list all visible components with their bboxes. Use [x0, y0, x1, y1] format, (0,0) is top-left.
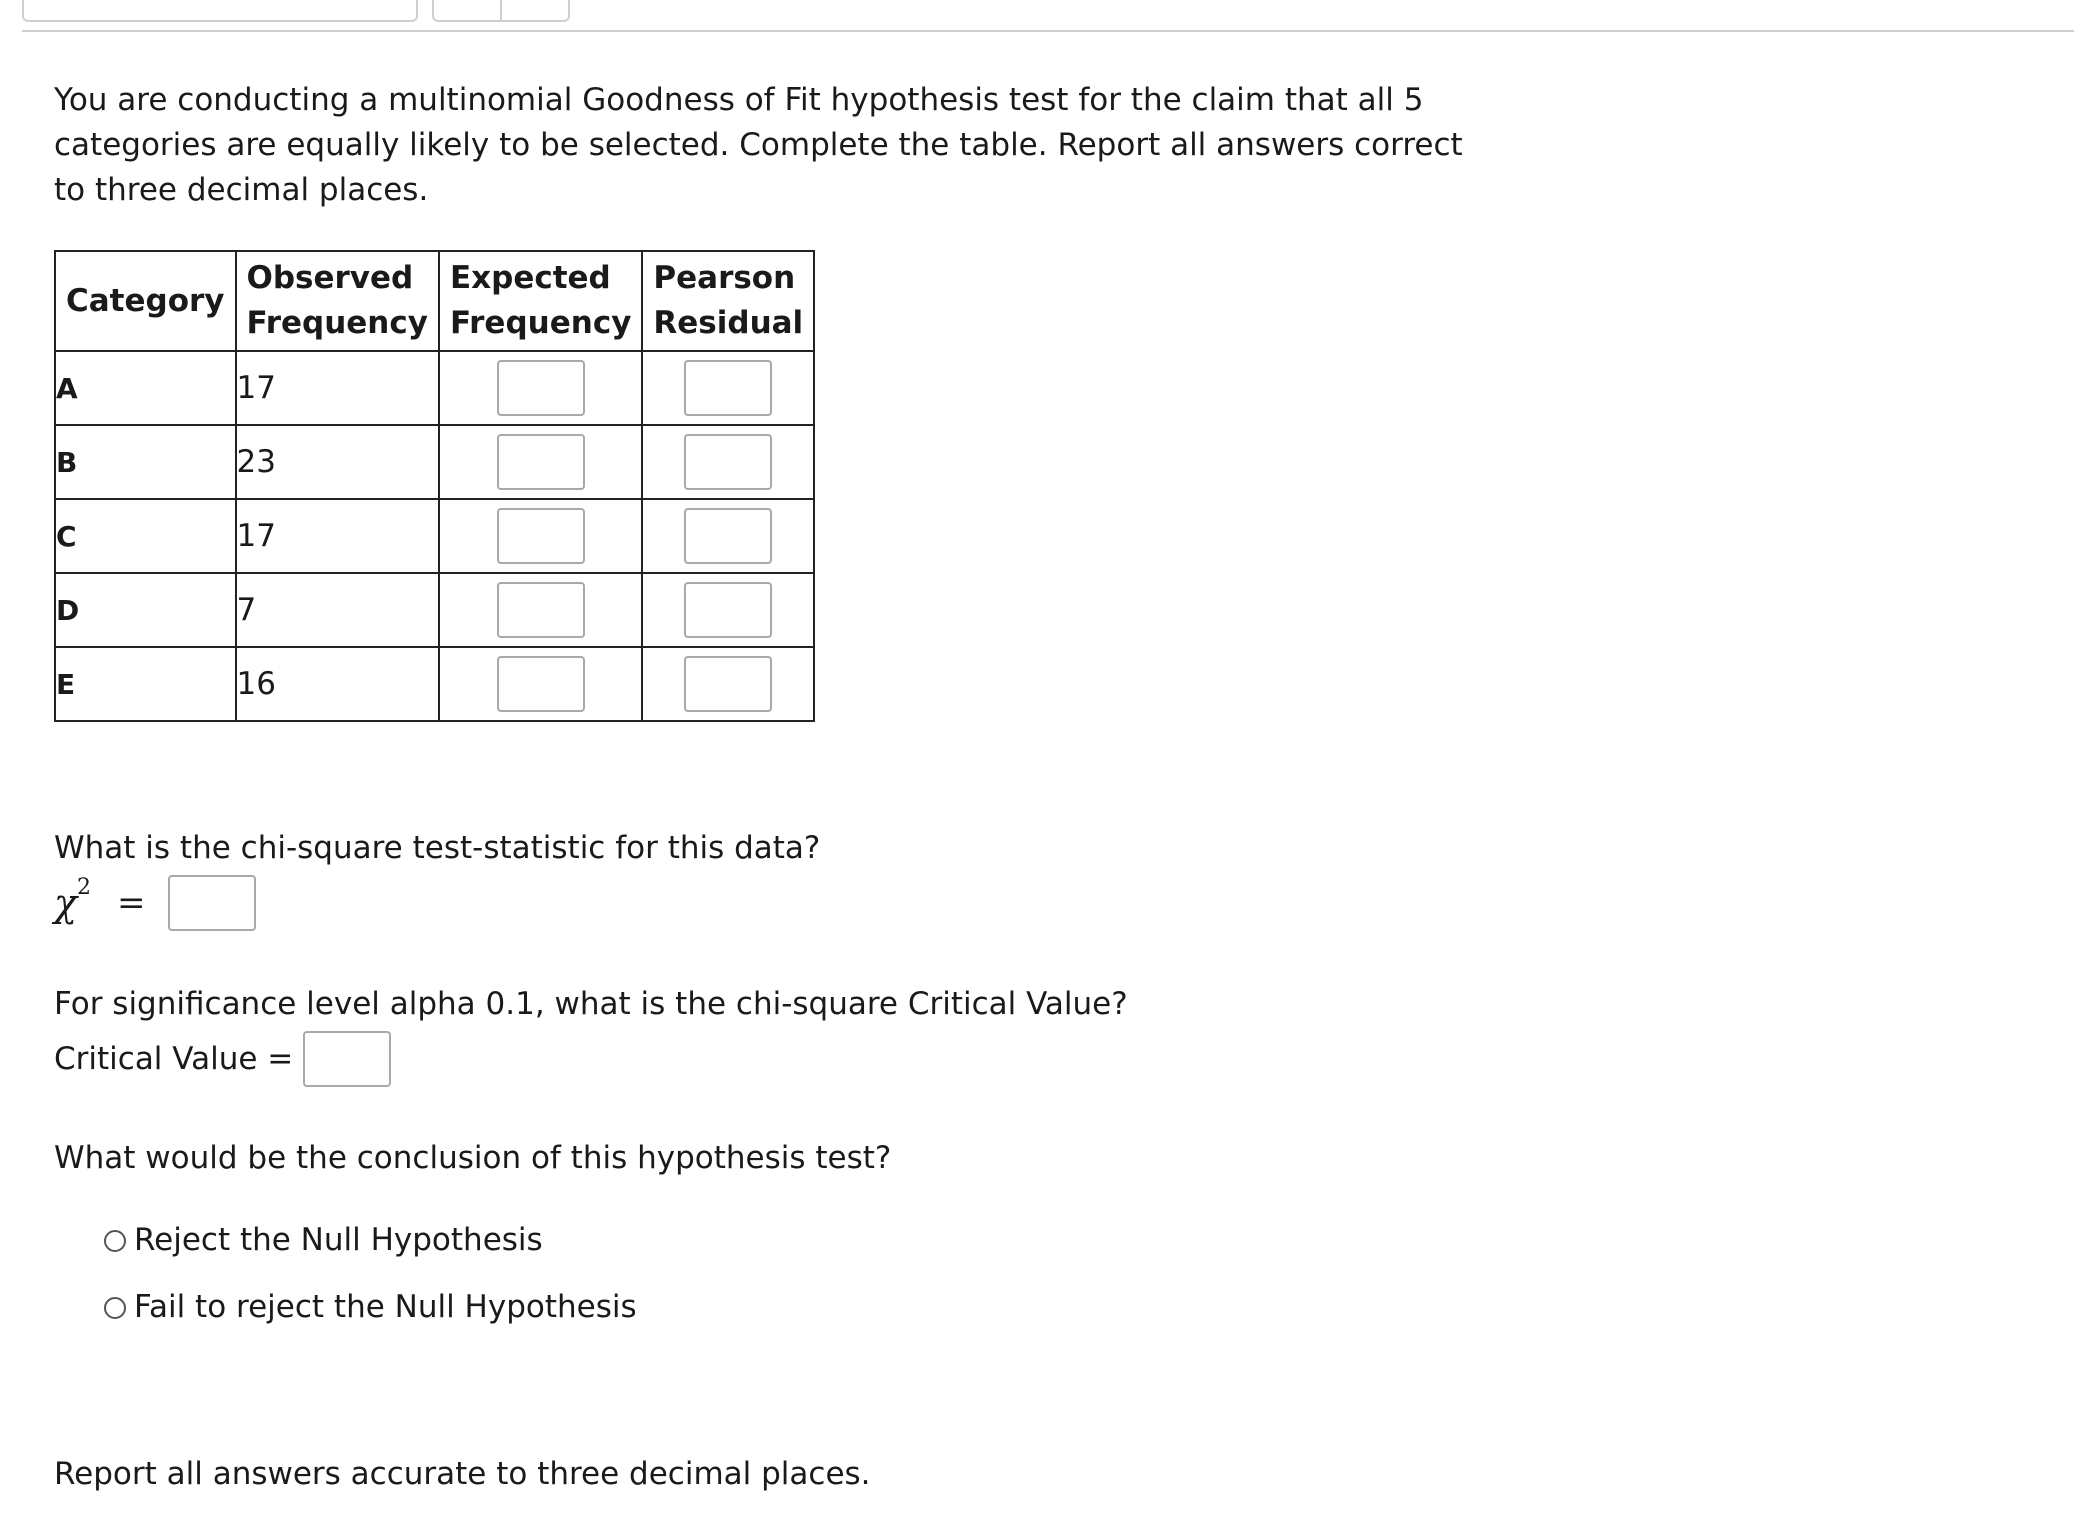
expected-input-e[interactable]: [497, 656, 585, 712]
header-pearson: [642, 251, 814, 351]
residual-input-b[interactable]: [684, 434, 772, 490]
radio-label[interactable]: Fail to reject the Null Hypothesis: [134, 1289, 637, 1325]
button-divider: [500, 0, 502, 20]
category-cell: A: [55, 351, 236, 425]
goodness-of-fit-table: [54, 250, 815, 722]
chi-square-input[interactable]: [168, 875, 256, 931]
expected-input-c[interactable]: [497, 508, 585, 564]
table-row: [55, 499, 814, 573]
expected-input-b[interactable]: [497, 434, 585, 490]
header-expected-line2: Frequency: [449, 305, 632, 341]
header-pearson-line1: Pearson: [653, 260, 796, 296]
chi-square-answer-row: [54, 872, 256, 934]
header-divider: [22, 30, 2074, 32]
critical-value-label: Critical Value =: [54, 1041, 294, 1077]
table-row: [55, 425, 814, 499]
header-observed-line2: Frequency: [246, 305, 428, 341]
residual-cell: [642, 573, 814, 647]
radio-label[interactable]: Reject the Null Hypothesis: [134, 1222, 543, 1258]
category-cell: C: [55, 499, 236, 573]
residual-cell: [642, 647, 814, 721]
category-cell: E: [55, 647, 236, 721]
observed-cell: 23: [236, 425, 439, 499]
residual-cell: [642, 425, 814, 499]
residual-cell: [642, 351, 814, 425]
chi-square-question: What is the chi-square test-statistic for this data?: [54, 830, 821, 866]
residual-input-c[interactable]: [684, 508, 772, 564]
expected-cell: [439, 351, 642, 425]
table-row: [55, 351, 814, 425]
expected-cell: [439, 647, 642, 721]
table-header-row: [55, 251, 814, 351]
category-cell: B: [55, 425, 236, 499]
category-cell: D: [55, 573, 236, 647]
table-row: [55, 573, 814, 647]
observed-cell: 17: [236, 351, 439, 425]
radio-button-icon[interactable]: [104, 1230, 126, 1252]
expected-input-a[interactable]: [497, 360, 585, 416]
top-button-group-partial[interactable]: [432, 0, 570, 22]
observed-cell: 17: [236, 499, 439, 573]
expected-cell: [439, 425, 642, 499]
table-row: [55, 647, 814, 721]
expected-cell: [439, 573, 642, 647]
chi-exponent: 2: [77, 875, 92, 901]
footer-note: Report all answers accurate to three decimal places.: [54, 1456, 871, 1492]
expected-input-d[interactable]: [497, 582, 585, 638]
observed-cell: 7: [236, 573, 439, 647]
residual-input-e[interactable]: [684, 656, 772, 712]
equals-sign: =: [117, 883, 146, 923]
top-input-partial[interactable]: [22, 0, 418, 22]
critical-value-input[interactable]: [303, 1031, 391, 1087]
header-category: Category: [55, 251, 236, 351]
header-expected-line1: Expected: [449, 260, 611, 296]
radio-option-fail-to-reject[interactable]: [104, 1285, 637, 1330]
residual-cell: [642, 499, 814, 573]
observed-cell: 16: [236, 647, 439, 721]
header-observed-line1: Observed: [246, 260, 414, 296]
radio-button-icon[interactable]: [104, 1297, 126, 1319]
radio-option-reject[interactable]: [104, 1218, 543, 1263]
expected-cell: [439, 499, 642, 573]
critical-value-question: For significance level alpha 0.1, what is the chi-square Critical Value?: [54, 986, 1128, 1022]
residual-input-d[interactable]: [684, 582, 772, 638]
header-expected: [439, 251, 642, 351]
header-pearson-line2: Residual: [653, 305, 804, 341]
chi-letter: χ: [54, 881, 78, 925]
critical-value-row: [54, 1028, 391, 1090]
question-prompt: You are conducting a multinomial Goodness of Fit hypothesis test for the claim that all 5 categories are equally likely to be selected. Complete the table. Report all answers correct to three decimal places.: [54, 82, 1463, 208]
conclusion-question: What would be the conclusion of this hypothesis test?: [54, 1140, 892, 1176]
chi-symbol: [54, 875, 92, 925]
residual-input-a[interactable]: [684, 360, 772, 416]
header-observed: [236, 251, 439, 351]
